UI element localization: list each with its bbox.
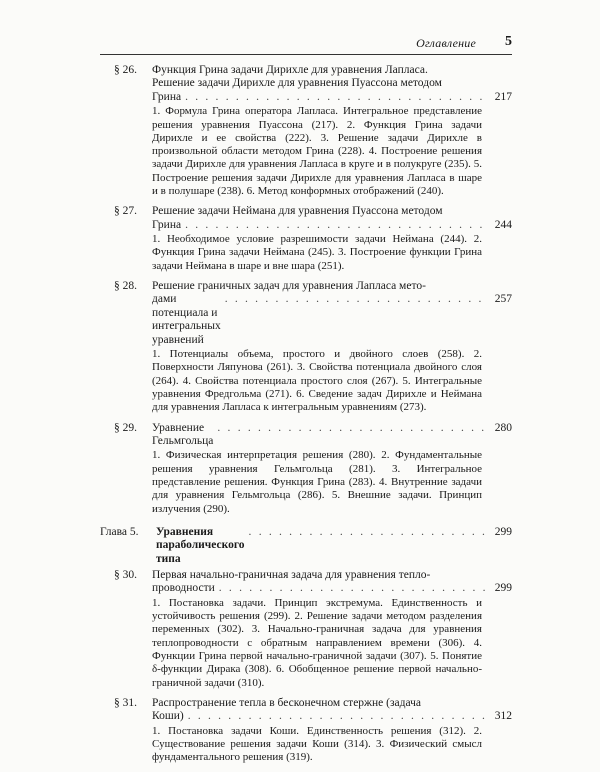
section-title-line: Первая начально-граничная задача для уравнения тепло- [152,569,431,582]
section-number: § 29. [114,421,137,434]
section-title-end: Коши) [152,710,184,723]
toc-chapter-5 [100,526,512,566]
dot-leader [185,91,486,104]
toc-entry-27 [100,205,512,273]
page-number: 312 [494,710,512,723]
section-title-end: Грина [152,90,182,103]
dot-leader [249,526,486,539]
section-number: § 27. [114,205,137,218]
subsection-list: 1. Постановка задачи Коши. Единственность решения (312). 2. Существование решения задачи Коши (314). 3. Физический смысл фундаментального решения (319). [152,724,482,764]
section-title-line: Решение задачи Неймана для уравнения Пуассона методом [152,205,443,218]
page-number: 299 [494,582,512,595]
dot-leader [225,293,486,306]
page-number: 217 [494,90,512,103]
page-number: 280 [494,421,512,434]
section-title-end: Уравнение Гельмгольца [152,421,214,447]
dot-leader [217,422,486,435]
toc-entry-29 [100,422,512,516]
section-number: § 28. [114,280,137,292]
page-number: 299 [494,525,512,538]
toc-list [100,64,512,772]
toc-entry-30 [100,569,512,690]
toc-entry-28 [100,280,512,415]
page-number: 244 [494,218,512,231]
header-title: Оглавление [416,36,476,50]
subsection-list: 1. Необходимое условие разрешимости задачи Неймана (244). 2. Функция Грина задачи Неймана (245). 3. Построение функции Грина задачи Неймана в шаре и вне шара (251). [152,233,482,272]
dot-leader [188,710,486,723]
section-number: § 26. [114,64,137,76]
dot-leader [185,219,486,232]
subsection-list: 1. Физическая интерпретация решения (280). 2. Фундаментальные решения уравнения Гельмгольца (281). 3. Интегральное представление решения. Функция Грина (283). 4. Внутренние задачи для уравнения Гельмгольца (286). 5. Внешние задачи. Принцип излучения (290). [152,449,482,515]
dot-leader [219,582,486,595]
header-page-number: 5 [505,34,512,49]
toc-entry-26 [100,64,512,198]
page-number: 257 [494,293,512,306]
section-number: § 31. [114,696,137,709]
subsection-list: 1. Постановка задачи. Принцип экстремума. Единственность и устойчивость решения (299). 2. Решение задачи методом разделения переменных (302). 3. Начально-граничная задача для уравнения теплопроводности с обратным направлением времени (306). 4. Функции Грина первой начально-граничной задачи (307). 5. Понятие δ-функции Дирака (308). 6. Обобщенное решение первой начально-граничной задачи (310). [152,596,482,689]
section-title-line: Распространение тепла в бесконечном стержне (задача [152,696,421,709]
section-title-line: Решение задачи Дирихле для уравнения Пуассона методом [152,77,442,90]
chapter-title: Уравнения параболического типа [156,525,245,565]
section-title-line: Решение граничных задач для уравнения Лапласа мето- [152,280,426,292]
subsection-list: 1. Потенциалы объема, простого и двойного слоев (258). 2. Поверхности Ляпунова (261). 3. Свойства потенциала двойного слоя (264). 4. Свойства потенциала простого слоя (267). 5. Интегральные уравнения Фредгольма (271). 6. Сведение задач Дирихле и Неймана для уравнения Лапласа к интегральным уравнениям (273). [152,348,482,414]
toc-entry-31 [100,697,512,765]
section-title-end: дами потенциала и интегральных уравнений [152,293,221,346]
section-title-end: Грина [152,218,182,231]
chapter-number: Глава 5. [100,525,139,538]
section-title-line: Функция Грина задачи Дирихле для уравнения Лапласа. [152,64,428,76]
section-number: § 30. [114,569,137,582]
running-header [100,34,512,55]
subsection-list: 1. Формула Грина оператора Лапласа. Интегральное представление решения уравнения Пуассона (217). 2. Функция Грина задачи Дирихле и ее свойства (222). 3. Решение задачи Дирихле в произвольной области методом Грина (228). 4. Построение решения задачи Дирихле для уравнения Лапласа в круге и в полукруге (235). 5. Построение решения задачи Дирихле для уравнения Лапласа в шаре и в полушаре (238). 6. Метод конформных отображений (240). [152,105,482,197]
section-title-end: проводности [152,582,215,595]
